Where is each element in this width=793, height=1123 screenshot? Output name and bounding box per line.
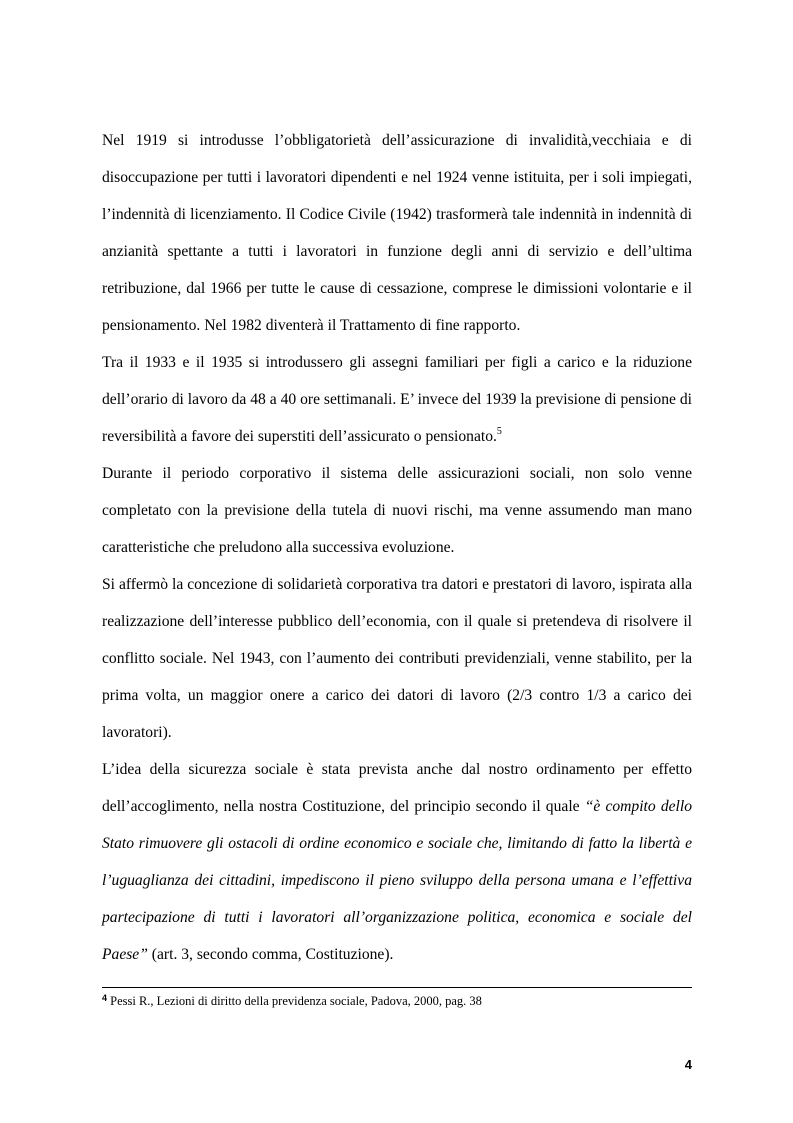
page-number: 4 bbox=[684, 1057, 692, 1072]
paragraph-5-text-after: (art. 3, secondo comma, Costituzione). bbox=[147, 946, 394, 963]
paragraph-3-text: Durante il periodo corporativo il sistema delle assicurazioni sociali, non solo venne completato con la previsione della tutela di nuovi rischi, ma venne assumendo man mano caratteristiche che preludono alla successiva evoluzione. bbox=[102, 465, 692, 556]
footnote-marker: 4 bbox=[102, 993, 108, 1003]
footnote-reference: 5 bbox=[496, 426, 502, 437]
constitution-quote: “è compito dello Stato rimuovere gli ostacoli di ordine economico e sociale che, limitando di fatto la libertà e l’uguaglianza dei cittadini, impediscono il pieno sviluppo della persona umana e l’effettiva partecipazione di tutti i lavoratori all’organizzazione politica, economica e sociale del Paese” bbox=[102, 798, 692, 963]
paragraph-2-text: Tra il 1933 e il 1935 si introdussero gli assegni familiari per figli a carico e la riduzione dell’orario di lavoro da 48 a 40 ore settimanali. E’ invece del 1939 la previsione di pensione di reversibilità a favore dei superstiti dell’assicurato o pensionato. bbox=[102, 354, 692, 445]
paragraph-5-text-before: L’idea della sicurezza sociale è stata prevista anche dal nostro ordinamento per effetto dell’accoglimento, nella nostra Costituzione, del principio secondo il quale bbox=[102, 761, 692, 815]
paragraph-4 bbox=[102, 566, 692, 751]
paragraph-1-text: Nel 1919 si introdusse l’obbligatorietà dell’assicurazione di invalidità,vecchiaia e di disoccupazione per tutti i lavoratori dipendenti e nel 1924 venne istituita, per i soli impiegati, l’indennità di licenziamento. Il Codice Civile (1942) trasformerà tale indennità in indennità di anzianità spettante a tutti i lavoratori in funzione degli anni di servizio e dell’ultima retribuzione, dal 1966 per tutte le cause di cessazione, comprese le dimissioni volontarie e il pensionamento. Nel 1982 diventerà il Trattamento di fine rapporto. bbox=[102, 132, 692, 334]
paragraph-2 bbox=[102, 344, 692, 455]
footnote-text: Pessi R., Lezioni di diritto della previdenza sociale, Padova, 2000, pag. 38 bbox=[107, 994, 482, 1008]
paragraph-3 bbox=[102, 455, 692, 566]
paragraph-5 bbox=[102, 751, 692, 973]
paragraph-1 bbox=[102, 122, 692, 344]
footnote bbox=[102, 993, 692, 1009]
paragraph-4-text: Si affermò la concezione di solidarietà corporativa tra datori e prestatori di lavoro, ispirata alla realizzazione dell’interesse pubblico dell’economia, con il quale si pretendeva di risolvere il conflitto sociale. Nel 1943, con l’aumento dei contributi previdenziali, venne stabilito, per la prima volta, un maggior onere a carico dei datori di lavoro (2/3 contro 1/3 a carico dei lavoratori). bbox=[102, 576, 692, 741]
body-text bbox=[102, 122, 692, 973]
footnote-divider bbox=[102, 987, 692, 988]
